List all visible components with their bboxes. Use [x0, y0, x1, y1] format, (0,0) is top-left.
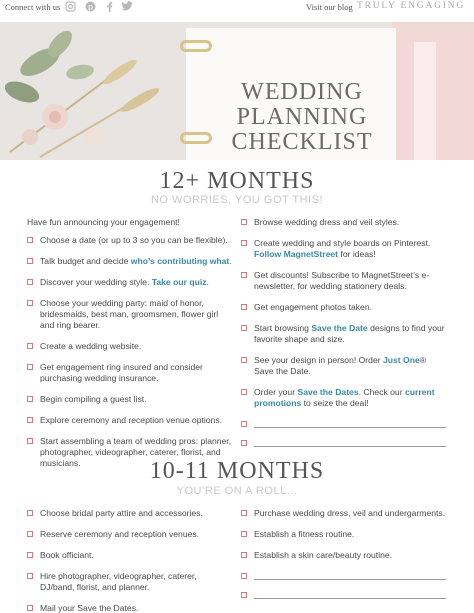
checklist-item-text: Establish a fitness routine.	[254, 529, 355, 539]
checkbox[interactable]	[27, 605, 33, 611]
checkbox[interactable]	[241, 219, 247, 225]
checklist-item-text: Reserve ceremony and reception venues.	[40, 529, 200, 539]
title-line: WEDDING	[241, 79, 363, 105]
checklist-item-text	[40, 298, 232, 331]
top-bar	[0, 0, 474, 18]
checklist-item	[241, 590, 446, 599]
checklist-item	[27, 529, 232, 540]
item-text: Begin compiling a guest list.	[40, 394, 147, 404]
section-title-10-11-months: 10-11 MONTHS	[149, 458, 325, 484]
checkbox[interactable]	[241, 304, 247, 310]
svg-text:p: p	[87, 2, 94, 12]
checklist-item	[241, 419, 446, 428]
checklist-item	[241, 529, 446, 540]
checklist-item-text	[40, 235, 232, 246]
item-link[interactable]: Follow MagnetStreet	[254, 249, 339, 259]
checklist-item	[241, 238, 446, 260]
checklist-column-right	[241, 217, 446, 457]
checkbox[interactable]	[27, 364, 33, 370]
checkbox[interactable]	[27, 396, 33, 402]
item-text: Order your	[254, 387, 298, 397]
checklist-column-left	[27, 508, 232, 613]
checklist-item	[27, 571, 232, 593]
connect-label: Connect with us	[5, 2, 61, 12]
item-text: Choose your wedding party: maid of honor, bridesmaids, best man, groomsmen, flower girl and ring bearer.	[40, 298, 219, 330]
checkbox[interactable]	[27, 279, 33, 285]
checklist-item-text	[40, 362, 232, 384]
checklist-column-right	[241, 508, 446, 609]
blank-line[interactable]	[254, 419, 446, 428]
item-text: designs to find your favorite shape and size.	[254, 323, 445, 344]
checklist-item-text	[40, 277, 232, 288]
checklist-item	[241, 387, 446, 409]
checklist-item	[27, 550, 232, 561]
checklist-item-text: Choose bridal party attire and accessories.	[40, 508, 203, 518]
checklist-item	[241, 550, 446, 561]
checklist-item	[241, 270, 446, 292]
intro-text: Have fun announcing your engagement!	[27, 217, 180, 227]
checkbox[interactable]	[27, 531, 33, 537]
item-text: for ideas!	[338, 249, 376, 259]
blank-line[interactable]	[254, 571, 446, 580]
checklist-item-text	[254, 238, 446, 260]
checklist-item	[27, 235, 232, 246]
checklist-item	[241, 571, 446, 580]
checkbox[interactable]	[241, 510, 247, 516]
checklist-item-text	[254, 270, 446, 292]
item-text: Start assembling a team of wedding pros: planner, photographer, videographer, caterer, florist, and musicians.	[40, 436, 232, 468]
checklist-item	[27, 362, 232, 384]
checkbox[interactable]	[241, 389, 247, 395]
checkbox[interactable]	[27, 258, 33, 264]
checklist-column-left	[27, 235, 232, 479]
item-text: Browse wedding dress and veil styles.	[254, 217, 400, 227]
pinterest-icon[interactable]	[84, 1, 97, 14]
floral-decoration	[0, 22, 190, 160]
item-text: Create a wedding website.	[40, 341, 142, 351]
checkbox[interactable]	[27, 300, 33, 306]
item-text: Choose a date (or up to 3 so you can be flexible).	[40, 235, 228, 245]
visit-blog-link[interactable]: Visit our blog	[306, 2, 353, 12]
checklist-item	[241, 508, 446, 519]
checkbox[interactable]	[27, 438, 33, 444]
checklist-item	[27, 508, 232, 519]
facebook-icon[interactable]	[103, 1, 116, 14]
section-title-12-months: 12+ MONTHS	[159, 168, 315, 194]
section-subtitle: YOU’RE ON A ROLL...	[176, 485, 298, 497]
blank-line[interactable]	[254, 590, 446, 599]
checklist-item	[27, 256, 232, 267]
checklist-item-text	[254, 355, 446, 377]
checklist-item-text: Hire photographer, videographer, caterer, DJ/band, florist, and planner.	[40, 571, 197, 592]
checklist-item-text	[254, 302, 446, 313]
checkbox[interactable]	[241, 325, 247, 331]
title-line: PLANNING	[236, 104, 368, 130]
item-text: Get engagement ring insured and consider purchasing wedding insurance.	[40, 362, 203, 383]
checkbox[interactable]	[241, 421, 247, 427]
item-text: ® Save the Date.	[254, 355, 427, 376]
hero-banner	[0, 22, 474, 160]
item-text: . Check our	[358, 387, 405, 397]
checklist-item-text	[40, 394, 232, 405]
item-link[interactable]: who’s contributing what	[130, 256, 230, 266]
item-text: See your design in person! Order	[254, 355, 383, 365]
checkbox[interactable]	[241, 592, 247, 598]
item-link[interactable]: Take our quiz	[151, 277, 207, 287]
checkbox[interactable]	[241, 552, 247, 558]
checklist-item-text: Book officiant.	[40, 550, 94, 560]
checkbox[interactable]	[27, 417, 33, 423]
item-text: Talk budget and decide	[40, 256, 131, 266]
checklist-item-text	[254, 323, 446, 345]
checklist-item	[27, 394, 232, 405]
checklist-item	[27, 298, 232, 331]
checkbox[interactable]	[27, 237, 33, 243]
title-line: CHECKLIST	[231, 129, 373, 155]
item-text: to seize the deal!	[301, 398, 369, 408]
checklist-title	[212, 80, 392, 155]
checkbox[interactable]	[27, 343, 33, 349]
item-text: Get engagement photos taken.	[254, 302, 373, 312]
item-text: Start browsing	[254, 323, 312, 333]
checklist-item	[27, 341, 232, 352]
item-link[interactable]: Just One	[382, 355, 420, 365]
checklist-item-text	[254, 387, 446, 409]
checklist-item	[241, 302, 446, 313]
item-link[interactable]: Save the Date	[311, 323, 368, 333]
item-text: Explore ceremony and reception venue options.	[40, 415, 223, 425]
item-link[interactable]: Save the Dates	[297, 387, 359, 397]
item-text: Discover your wedding style.	[40, 277, 152, 287]
twitter-icon[interactable]	[120, 1, 133, 14]
brand-logo[interactable]: TRULY ENGAGING	[357, 1, 466, 11]
checklist-item	[241, 323, 446, 345]
checkbox[interactable]	[27, 573, 33, 579]
checkbox[interactable]	[241, 357, 247, 363]
instagram-icon[interactable]	[64, 1, 77, 14]
checklist-item-text: Purchase wedding dress, veil and undergarments.	[254, 508, 446, 518]
checkbox[interactable]	[241, 440, 247, 446]
checklist-item	[241, 438, 446, 447]
checkbox[interactable]	[241, 531, 247, 537]
checkbox[interactable]	[241, 573, 247, 579]
checklist-item-text	[40, 341, 232, 352]
checklist-item	[27, 415, 232, 426]
checklist-item-text	[40, 256, 232, 267]
checkbox[interactable]	[241, 272, 247, 278]
section-subtitle: NO WORRIES, YOU GOT THIS!	[150, 194, 324, 206]
pink-stationery-strip	[414, 42, 436, 160]
checklist-item	[27, 603, 232, 613]
checklist-item-text	[40, 415, 232, 426]
checklist-item-text: Mail your Save the Dates.	[40, 603, 139, 613]
blank-line[interactable]	[254, 438, 446, 447]
item-text: Get discounts! Subscribe to MagnetStreet’s e-newsletter, for wedding stationery deals.	[254, 270, 430, 291]
checklist-item	[241, 217, 446, 228]
item-link[interactable]: current promotions	[254, 387, 435, 408]
checkbox[interactable]	[27, 552, 33, 558]
checklist-item	[241, 355, 446, 377]
checklist-item-text: Establish a skin care/beauty routine.	[254, 550, 393, 560]
checklist-item	[27, 277, 232, 288]
checkbox[interactable]	[27, 510, 33, 516]
item-text: Create wedding and style boards on Pinterest.	[254, 238, 431, 248]
item-text: .	[206, 277, 209, 287]
item-text: .	[229, 256, 232, 266]
checkbox[interactable]	[241, 240, 247, 246]
checklist-item-text	[254, 217, 446, 228]
